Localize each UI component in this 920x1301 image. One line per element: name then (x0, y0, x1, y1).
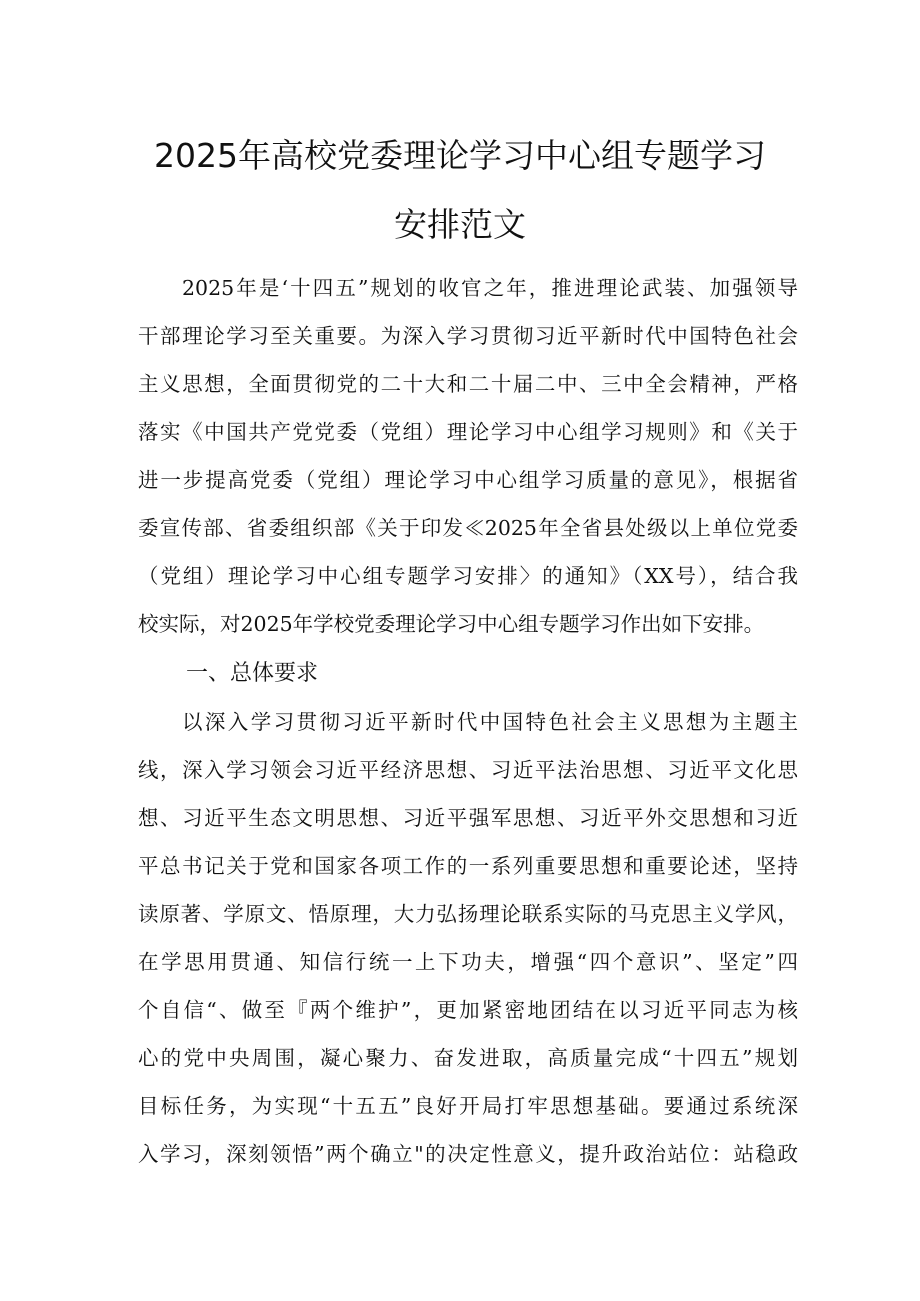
paragraph-line: 在学思用贯通、知信行统一上下功夫，增强“四个意识”、坚定”四 (138, 950, 798, 974)
paragraph-line: 入学习，深刻领悟”两个确立"的决定性意义，提升政治站位：站稳政 (138, 1142, 798, 1166)
paragraph-line: 目标任务，为实现“十五五”良好开局打牢思想基础。要通过系统深 (138, 1094, 798, 1118)
paragraph-line: 想、习近平生态文明思想、习近平强军思想、习近平外交思想和习近 (138, 806, 798, 830)
document-title-line-1: 2025年高校党委理论学习中心组专题学习 (154, 136, 766, 175)
paragraph-line: 干部理论学习至关重要。为深入学习贯彻习近平新时代中国特色社会 (138, 324, 798, 348)
paragraph-line: 心的党中央周围，凝心聚力、奋发进取，高质量完成“十四五”规划 (138, 1046, 798, 1070)
document-title-line-2: 安排范文 (394, 205, 526, 244)
paragraph-line: 线，深入学习领会习近平经济思想、习近平法治思想、习近平文化思 (138, 758, 798, 782)
paragraph-line: 落实《中国共产党党委（党组）理论学习中心组学习规则》和《关于 (138, 420, 798, 444)
paragraph-line: 以深入学习贯彻习近平新时代中国特色社会主义思想为主题主 (182, 710, 798, 734)
intro-paragraph (138, 264, 798, 648)
paragraph-line: 主义思想，全面贯彻党的二十大和二十届二中、三中全会精神，严格 (138, 372, 798, 396)
paragraph-line: （党组）理论学习中心组专题学习安排〉的通知》（XX号），结合我 (138, 564, 798, 588)
paragraph-line: 委宣传部、省委组织部《关于印发≪2025年全省县处级以上单位党委 (138, 516, 798, 540)
section-heading-general-requirements: 一、总体要求 (186, 661, 319, 686)
paragraph-line: 读原著、学原文、悟原理，大力弘扬理论联系实际的马克思主义学风， (138, 902, 798, 926)
paragraph-line: 2025年是‘十四五”规划的收官之年，推进理论武装、加强领导 (182, 276, 798, 300)
general-requirements-paragraph (138, 698, 798, 1178)
paragraph-line: 个自信“、做至『两个维护”，更加紧密地团结在以习近平同志为核 (138, 998, 798, 1022)
paragraph-line: 平总书记关于党和国家各项工作的一系列重要思想和重要论述，坚持 (138, 854, 798, 878)
paragraph-line: 校实际，对2025年学校党委理论学习中心组专题学习作出如下安排。 (138, 612, 765, 636)
paragraph-line: 进一步提高党委（党组）理论学习中心组学习质量的意见》，根据省 (138, 468, 798, 492)
